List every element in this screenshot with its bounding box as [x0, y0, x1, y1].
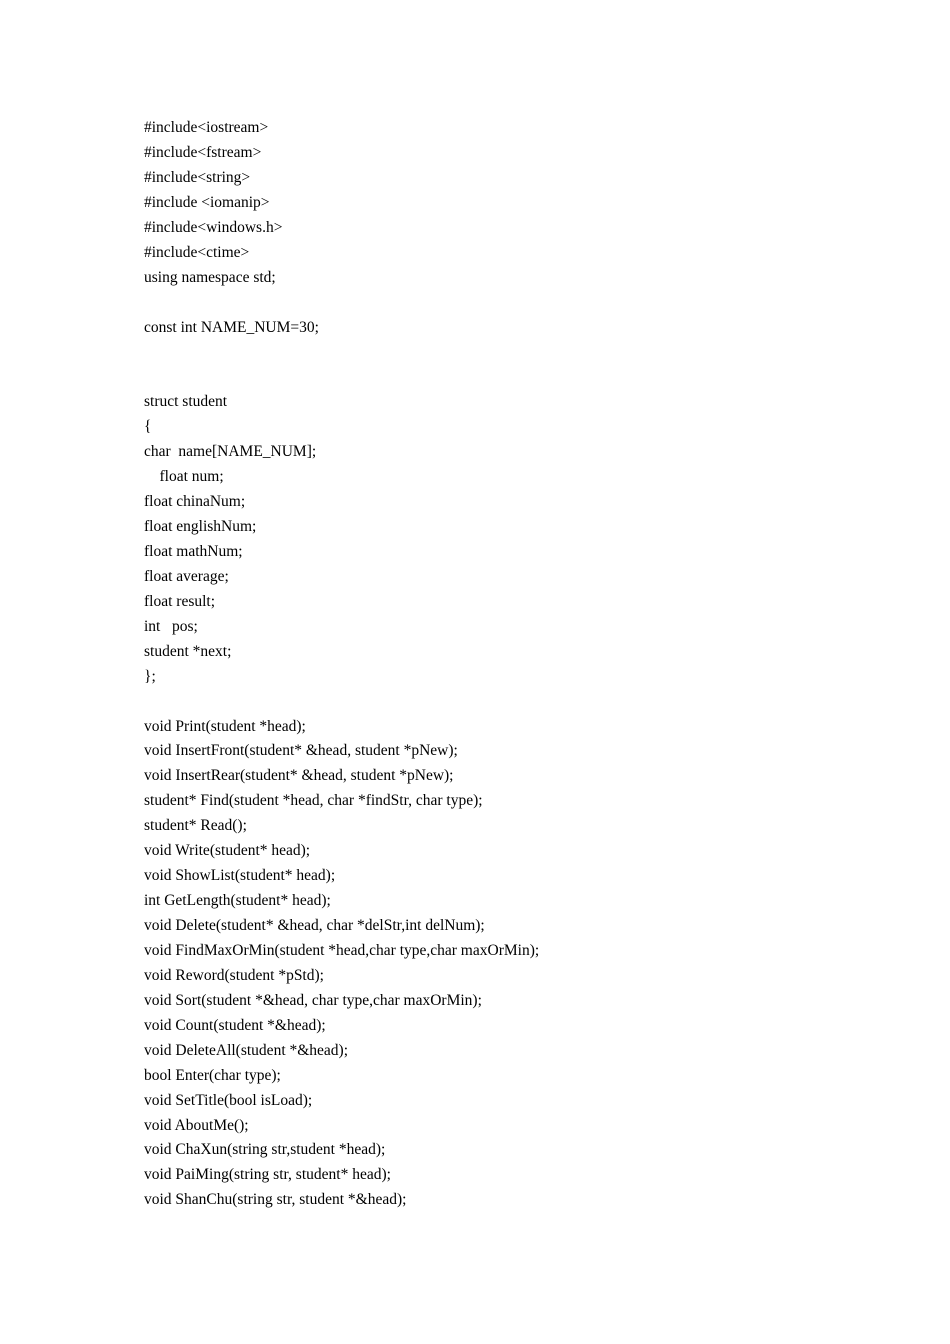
code-line: #include<string> — [144, 168, 251, 186]
code-line: #include<fstream> — [144, 143, 262, 161]
code-line: #include<ctime> — [144, 243, 250, 261]
code-line: char name[NAME_NUM]; — [144, 443, 317, 461]
code-line: #include<windows.h> — [144, 218, 283, 236]
code-line: void SetTitle(bool isLoad); — [144, 1091, 313, 1109]
code-line: float chinaNum; — [144, 493, 246, 511]
code-line: float num; — [144, 468, 224, 486]
code-line: void FindMaxOrMin(student *head,char type,char maxOrMin); — [144, 941, 540, 959]
code-block — [144, 116, 904, 1213]
code-line: student *next; — [144, 642, 232, 660]
code-line: void DeleteAll(student *&head); — [144, 1041, 349, 1059]
code-line: void Delete(student* &head, char *delStr,int delNum); — [144, 917, 485, 934]
code-line: void Print(student *head); — [144, 717, 306, 735]
code-line: { — [144, 418, 152, 436]
code-line: student* Read(); — [144, 817, 247, 835]
code-line: void Count(student *&head); — [144, 1016, 326, 1034]
code-line: student* Find(student *head, char *findStr, char type); — [144, 792, 483, 810]
blank-line — [144, 291, 904, 316]
blank-line — [144, 690, 904, 715]
code-line: void Write(student* head); — [144, 842, 311, 860]
code-line: int pos; — [144, 617, 198, 635]
code-line: void ShowList(student* head); — [144, 867, 336, 885]
code-line: int GetLength(student* head); — [144, 892, 331, 910]
blank-line — [144, 340, 904, 365]
code-line: float result; — [144, 592, 216, 610]
code-line: }; — [144, 667, 156, 685]
code-line: float englishNum; — [144, 518, 257, 535]
code-line: void AboutMe(); — [144, 1116, 249, 1134]
code-line: void InsertRear(student* &head, student *pNew); — [144, 767, 454, 785]
code-line: struct student — [144, 393, 228, 411]
code-line: void Reword(student *pStd); — [144, 966, 324, 984]
code-line: #include <iomanip> — [144, 193, 270, 211]
code-line: float mathNum; — [144, 542, 243, 560]
code-line: void Sort(student *&head, char type,char maxOrMin); — [144, 991, 482, 1009]
code-line: void ChaXun(string str,student *head); — [144, 1141, 386, 1159]
code-line: const int NAME_NUM=30; — [144, 318, 319, 336]
code-line: using namespace std; — [144, 268, 276, 286]
code-line: #include<iostream> — [144, 119, 269, 136]
code-line: bool Enter(char type); — [144, 1066, 281, 1084]
blank-line — [144, 365, 904, 390]
code-line: void InsertFront(student* &head, student *pNew); — [144, 742, 458, 760]
code-line: void ShanChu(string str, student *&head); — [144, 1191, 407, 1209]
code-line: void PaiMing(string str, student* head); — [144, 1166, 391, 1184]
code-line: float average; — [144, 567, 229, 585]
